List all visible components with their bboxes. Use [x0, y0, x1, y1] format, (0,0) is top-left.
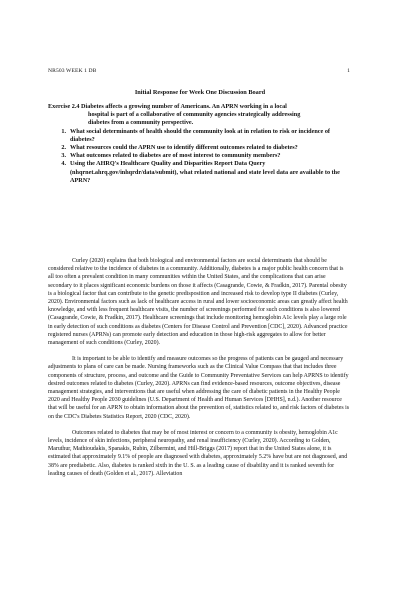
question-text: What outcomes related to diabetes are of most interest to community members? [70, 152, 281, 160]
response-body [48, 257, 350, 486]
question-text: What social determinants of health should the community look at in relation to risk or incidence of diabetes? [70, 127, 330, 143]
question-item [48, 144, 344, 152]
body-paragraph-3: Outcomes related to diabetes that may be of most interest or concern to a community is obesity, hemoglobin A1c levels, incidence of skin infections, peripheral neuropathy, and renal insufficiency (Curley, 2020). According to Golden, Maruthur, Mathioudakis, Spanakis, Rubin, Zilbermint, and Hill-Briggs (2017) report that in the United States alone, it is estimated that approximately 9.1% of people are diagnosed with diabetes, approximately 5.2% have but are not diagnosed, and 38% are prediabetic. Also, diabetes is ranked sixth in the U. S. as a leading cause of disability and it is ranked seventh for leading causes of death (Golden et al., 2017). Alleviation [48, 429, 348, 477]
question-text: Using the AHRQ's Healthcare Quality and Disparities Report Data Query (nhqrnet.ahrq.gov/inhqrdr/data/submit), what related national and state level data are available to the APRN? [70, 160, 340, 184]
exercise-prompt [48, 103, 344, 185]
question-list [48, 128, 344, 185]
question-number: 1. [61, 127, 66, 135]
question-item [48, 160, 344, 185]
body-paragraph-2: It is important to be able to identify and measure outcomes so the progress of patients can be gauged and necessary adjustments to plans of care can be made. Nursing frameworks such as the Clinical Value Compass that that includes three components of structure, process, and outcome and the Guide to Community Preventative Services can help APRNS to identify desired outcomes related to diabetes (Curley, 2020). APRNs can find evidence-based resources, outcome objectives, disease management strategies, and interventions that are useful when addressing the care of diabetic patients in the Healthy People 2020 and Healthy People 2030 guidelines (U.S. Department of Health and Human Services [DHHS], n.d.). Another resource that will be useful for an APRN to obtain information about the prevention of, statistics related to, and risk factors of diabetes is on the CDC's Diabetes Statistics Report, 2020 (CDC, 2020). [48, 356, 350, 420]
header-title: NR503 WEEK 1 DB [48, 68, 97, 74]
page-number: 1 [347, 68, 350, 74]
question-item [48, 128, 344, 144]
exercise-line-2: hospital is part of a collaborative of community agencies strategically addressing [88, 111, 301, 119]
exercise-line-1: Exercise 2.4 Diabetes affects a growing number of Americans. An APRN working in a local [48, 103, 287, 110]
question-number: 2. [61, 144, 66, 152]
body-paragraph-1: Curley (2020) explains that both biological and environmental factors are social determinants that should be considered relative to the incidence of diabetes in a community. Additionally, diabetes is a major public health concern that is all too often a prevalent condition in many communities within the United States, and the complications that can arise secondary to it places significant economic burdens on those it affects (Casagrande, Cowie, & Fradkin, 2017). Parental obesity is a biological factor that can contribute to the genetic predisposition and increased risk to develop type II diabetes (Curley, 2020). Environmental factors such as lack of healthcare access in rural and lower socioeconomic areas can greatly affect health knowledge, and with less frequent healthcare visits, the number of screenings performed for such conditions is also lowered (Casagrande, Cowie, & Fradkin, 2017). Healthcare screenings that include monitoring hemoglobin A1c levels play a large role in early detection of such conditions as diabetes (Centers for Disease Control and Prevention [CDC], 2020). Advanced practice registered nurses (APRNs) can promote early detection and education in those high-risk aggregates to allow for better management of such conditions (Curley, 2020). [48, 258, 348, 347]
question-number: 3. [61, 152, 66, 160]
document-title: Initial Response for Week One Discussion Board [134, 89, 266, 96]
exercise-line-3: diabetes from a community perspective. [88, 119, 194, 127]
running-header [48, 68, 350, 74]
question-item [48, 152, 344, 160]
question-text: What resources could the APRN use to identify different outcomes related to diabetes? [70, 144, 298, 152]
question-number: 4. [61, 160, 66, 168]
